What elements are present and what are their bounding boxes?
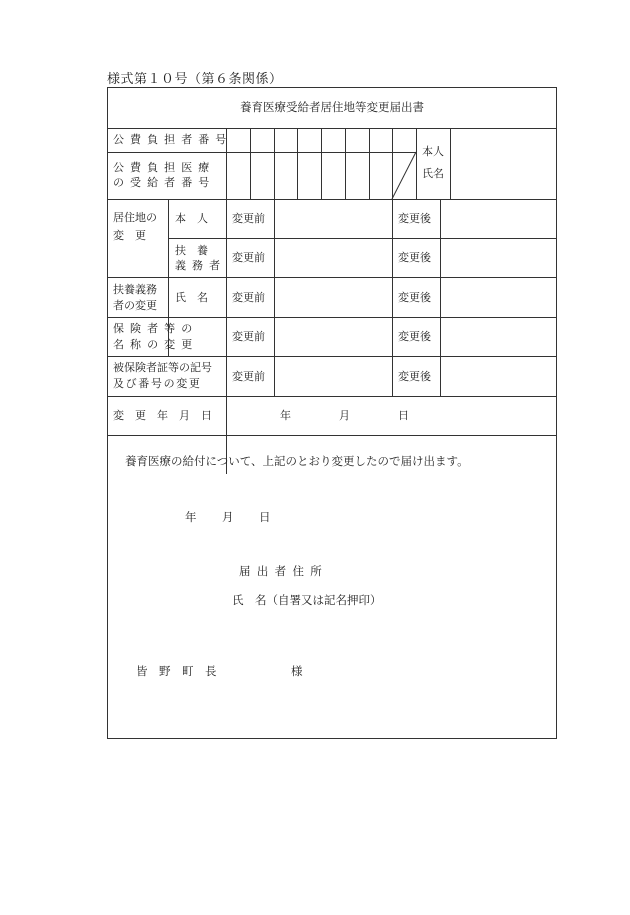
guardian-change-label: 扶養義務 (113, 283, 157, 296)
divider (297, 128, 298, 199)
year-label: 年 (280, 409, 291, 422)
self-label: 本 人 (175, 212, 208, 225)
addressee-label: 皆野町長 (136, 664, 228, 678)
divider (108, 199, 556, 200)
person-name-label: 本人 (422, 145, 444, 158)
insured-card-change-label: 及び番号の変更 (113, 377, 202, 390)
divider (108, 128, 556, 129)
month-label: 月 (339, 409, 350, 422)
divider (108, 317, 556, 318)
recipient-number-label: 公費負担医療 (113, 161, 216, 174)
divider (321, 128, 322, 199)
address-change-label: 居住地の (113, 211, 157, 224)
guardian-label: 扶 養 (175, 244, 208, 257)
declaration-month-label: 月 (222, 510, 234, 524)
divider (250, 128, 251, 199)
before-label: 変更前 (232, 251, 265, 264)
divider (108, 277, 556, 278)
name-label: 氏 名 (175, 291, 208, 304)
divider (416, 128, 417, 199)
form-table (107, 87, 557, 739)
insurer-change-label: 名称の変更 (113, 338, 199, 351)
recipient-number-label: の受給者番号 (113, 176, 216, 189)
divider (274, 128, 275, 199)
address-change-label: 変 更 (113, 229, 146, 242)
divider (108, 396, 556, 397)
declaration-statement: 養育医療の給付について、上記のとおり変更したので届け出ます。 (125, 454, 469, 468)
after-label: 変更後 (398, 251, 431, 264)
declaration-day-label: 日 (259, 510, 271, 524)
divider (108, 356, 556, 357)
after-label: 変更後 (398, 330, 431, 343)
insurer-change-label: 保険者等の (113, 322, 199, 335)
before-label: 変更前 (232, 330, 265, 343)
day-label: 日 (398, 409, 409, 422)
person-name-label: 氏名 (422, 167, 444, 180)
change-date-label: 変更年月日 (113, 409, 223, 422)
divider (108, 435, 556, 436)
payer-number-label: 公費負担者番号 (113, 133, 233, 146)
before-label: 変更前 (232, 212, 265, 225)
divider (274, 199, 275, 396)
form-title: 養育医療受給者居住地等変更届出書 (240, 100, 424, 114)
honorific-label: 様 (291, 664, 303, 678)
before-label: 変更前 (232, 291, 265, 304)
divider (369, 128, 370, 199)
applicant-name-text: 氏 名 (232, 593, 267, 607)
applicant-name-label (232, 593, 382, 608)
applicant-address-label: 届出者住所 (239, 564, 329, 578)
guardian-change-label: 者の変更 (113, 299, 157, 312)
divider (345, 128, 346, 199)
divider (440, 199, 441, 396)
divider (392, 199, 393, 396)
diagonal-line (392, 152, 416, 199)
divider (450, 128, 451, 199)
after-label: 変更後 (398, 291, 431, 304)
before-label: 変更前 (232, 370, 265, 383)
declaration-year-label: 年 (185, 510, 197, 524)
divider (226, 199, 227, 474)
insured-card-change-label: 被保険者証等の記号 (113, 361, 212, 374)
applicant-name-note: （自署又は記名押印） (266, 593, 382, 607)
after-label: 変更後 (398, 212, 431, 225)
after-label: 変更後 (398, 370, 431, 383)
guardian-label: 義務者 (175, 259, 227, 272)
form-number-label: 様式第１０号（第６条関係） (107, 72, 283, 87)
